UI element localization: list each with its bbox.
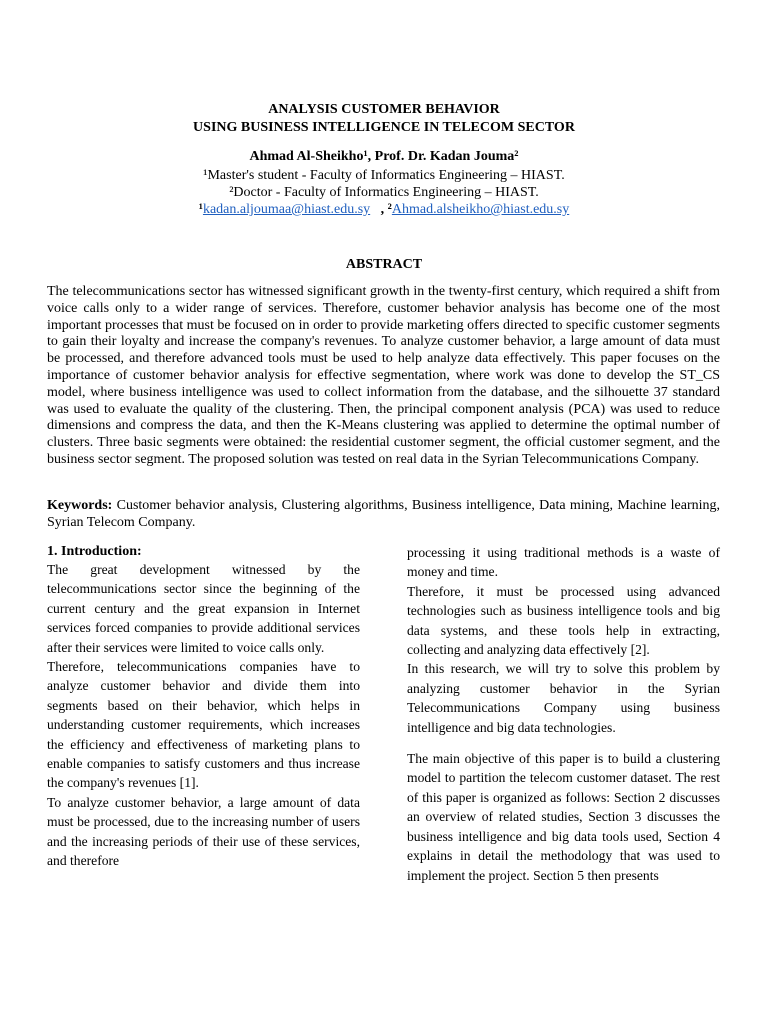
email-line	[0, 201, 768, 218]
email-link-2[interactable]: Ahmad.alsheikho@hiast.edu.sy	[391, 202, 570, 217]
left-column	[47, 543, 360, 871]
email-2-marker: ²	[387, 202, 392, 217]
author-names: Ahmad Al-Sheikho¹, Prof. Dr. Kadan Jouma²	[249, 149, 519, 164]
affiliation-2: ²Doctor - Faculty of Informatics Engineering – HIAST.	[229, 185, 539, 200]
keywords-label: Keywords:	[47, 498, 113, 513]
affiliation-1: ¹Master's student - Faculty of Informatics Engineering – HIAST.	[203, 168, 565, 183]
email-link-1[interactable]: kadan.aljoumaa@hiast.edu.sy	[202, 202, 371, 217]
email-1-marker: ¹	[198, 202, 203, 217]
keywords-text: Customer behavior analysis, Clustering algorithms, Business intelligence, Data mining, Machine learning, Syrian Telecom Company.	[47, 498, 720, 530]
introduction-heading: 1. Introduction:	[47, 544, 142, 559]
email-separator: ,	[370, 202, 388, 217]
intro-paragraph-6: In this research, we will try to solve this problem by analyzing customer behavior in the Syrian Telecommunications Company using business intelligence and big data technologies.	[407, 661, 720, 735]
intro-paragraph-1: The great development witnessed by the telecommunications sector since the beginning of the current century and the great expansion in Internet services forced companies to provide additional services after their services were limited to voice calls only.	[47, 562, 360, 655]
title-line-1: ANALYSIS CUSTOMER BEHAVIOR	[268, 102, 500, 117]
abstract-body: The telecommunications sector has witnessed significant growth in the twenty-first century, which required a shift from voice calls only to a wider range of services. Therefore, customer behavior analysis has become one of the most important processes that must be focused on in order to provide marketing offers directed to specific customer segments to gain their loyalty and increase the company's revenues. To analyze customer behavior, a large amount of data must be processed, and therefore advanced tools must be used to help analyze data effectively. This paper focuses on the importance of customer behavior analysis for effective segmentation, where work was done to develop the ST_CS model, where business intelligence was used to collect information from the database, and the silhouette 37 standard was used to evaluate the quality of the clustering. Then, the principal component analysis (PCA) was used to reduce dimensions and compress the data, and then the K-Means clustering was applied to determine the optimal number of clusters. Three basic segments were obtained: the residential customer segment, the official customer segment, and the business sector segment. The proposed solution was tested on real data in the Syrian Telecommunications Company.	[47, 284, 720, 467]
intro-paragraph-5: Therefore, it must be processed using advanced technologies such as business intelligence tools and big data systems, and these tools help in extracting, collecting and analyzing data effectively [2].	[407, 583, 720, 658]
title-line-2: USING BUSINESS INTELLIGENCE IN TELECOM SECTOR	[193, 120, 575, 135]
right-column	[407, 543, 720, 885]
keywords-paragraph	[47, 497, 720, 531]
intro-paragraph-2: Therefore, telecommunications companies have to analyze customer behavior and divide them into segments based on their behavior, which helps in understanding customer requirements, which increases the efficiency and effectiveness of marketing plans to enable companies to satisfy customers and thus increase the company's revenues [1].	[47, 659, 360, 791]
intro-paragraph-7: The main objective of this paper is to build a clustering model to partition the telecom customer dataset. The rest of this paper is organized as follows: Section 2 discusses an overview of related studies, Section 3 discusses the business intelligence and big data tools used, Section 4 explains in detail the methodology that was used to implement the project. Section 5 then presents	[407, 751, 720, 883]
paper-title	[0, 101, 768, 137]
intro-paragraph-4: processing it using traditional methods is a waste of money and time.	[407, 545, 720, 580]
abstract-heading: ABSTRACT	[345, 257, 423, 272]
author-block	[0, 148, 768, 218]
intro-paragraph-3: To analyze customer behavior, a large amount of data must be processed, due to the increasing number of users and the increasing periods of their use of these services, and therefore	[47, 794, 360, 869]
